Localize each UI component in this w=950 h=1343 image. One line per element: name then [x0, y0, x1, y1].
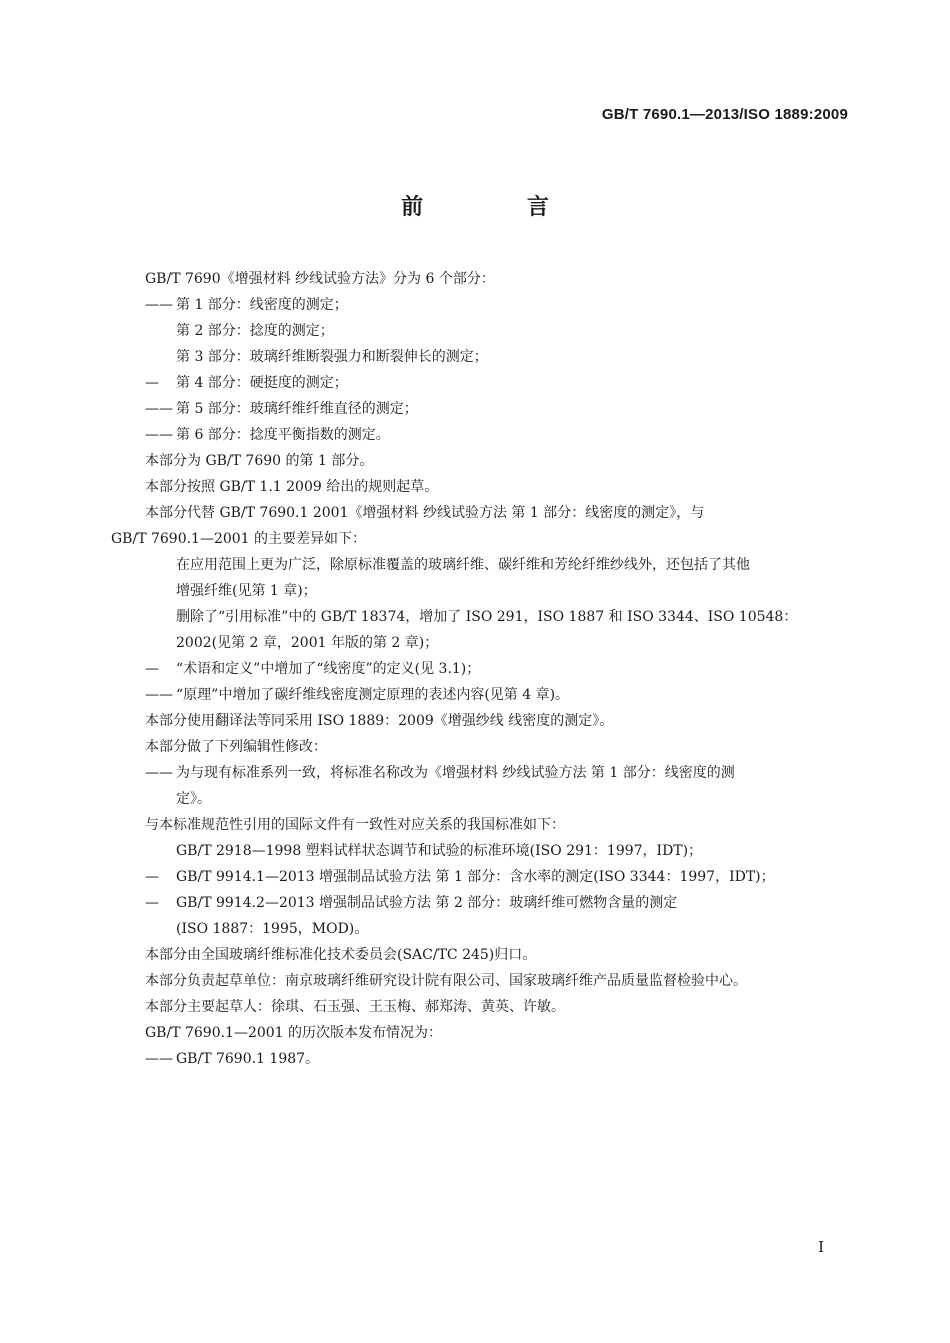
paragraph-line: 本部分负责起草单位：南京玻璃纤维研究设计院有限公司、国家玻璃纤维产品质量监督检验中心。 [145, 973, 747, 989]
paragraph-line: 本部分由全国玻璃纤维标准化技术委员会(SAC/TC 245)归口。 [145, 947, 537, 963]
list-item [111, 760, 848, 786]
list-item-continued: 定》。 [176, 791, 211, 807]
list-dash: — [145, 661, 159, 677]
list-item [111, 422, 848, 448]
paragraph-line: GB/T 7690.1—2001 的历次版本发布情况为： [145, 1025, 443, 1041]
paragraph-line: 本部分主要起草人：徐琪、石玉强、王玉梅、郝郑涛、黄英、许敏。 [145, 999, 565, 1015]
paragraph-line: GB/T 7690《增强材料 纱线试验方法》分为 6 个部分： [145, 271, 495, 287]
list-item-continued: (ISO 1887：1995，MOD)。 [176, 921, 369, 937]
list-dash: — [145, 895, 159, 911]
list-item [111, 396, 848, 422]
paragraph-line: GB/T 7690.1—2001 的主要差异如下： [111, 531, 367, 547]
paragraph-line: 与本标准规范性引用的国际文件有一致性对应关系的我国标准如下： [145, 817, 565, 833]
list-item-text: 第 4 部分：硬挺度的测定； [176, 375, 348, 391]
list-dash: —— [145, 297, 173, 313]
list-item: 在应用范围上更为广泛，除原标准覆盖的玻璃纤维、碳纤维和芳纶纤维纱线外，还包括了其他 [176, 557, 750, 573]
list-item-text: GB/T 9914.1—2013 增强制品试验方法 第 1 部分：含水率的测定(ISO 3344：1997，IDT)； [176, 869, 775, 885]
list-dash: —— [145, 1051, 173, 1067]
list-dash: — [145, 375, 159, 391]
paragraph-line: 本部分使用翻译法等同采用 ISO 1889：2009《增强纱线 线密度的测定》。 [145, 713, 614, 729]
page-title: 前 言 [401, 195, 597, 220]
list-item [111, 292, 848, 318]
list-item-text: 为与现有标准系列一致，将标准名称改为《增强材料 纱线试验方法 第 1 部分：线密度的测 [176, 765, 735, 781]
list-item-continued: 增强纤维(见第 1 章)； [176, 583, 317, 599]
list-item-text: 第 6 部分：捻度平衡指数的测定。 [176, 427, 390, 443]
list-dash: —— [145, 427, 173, 443]
list-item-text: 第 1 部分：线密度的测定； [176, 297, 348, 313]
paragraph-line: 本部分代替 GB/T 7690.1 2001《增强材料 纱线试验方法 第 1 部分：线密度的测定》，与 [145, 505, 705, 521]
list-item: GB/T 2918—1998 塑料试样状态调节和试验的标准环境(ISO 291：1997，IDT)； [176, 843, 703, 859]
page-number: I [818, 1238, 824, 1256]
list-dash: — [145, 869, 159, 885]
list-item-text: 第 5 部分：玻璃纤维纤维直径的测定； [176, 401, 418, 417]
list-item: 第 2 部分：捻度的测定； [176, 323, 334, 339]
list-item-text: “原理”中增加了碳纤维线密度测定原理的表述内容(见第 4 章)。 [176, 687, 570, 703]
list-dash: —— [145, 687, 173, 703]
list-item-continued: 2002(见第 2 章，2001 年版的第 2 章)； [176, 635, 439, 651]
paragraph-line: 本部分做了下列编辑性修改： [145, 739, 327, 755]
foreword-body [111, 266, 848, 1072]
list-item-text: GB/T 7690.1 1987。 [176, 1051, 320, 1067]
list-item [111, 890, 848, 916]
list-item-text: “术语和定义”中增加了“线密度”的定义(见 3.1)； [176, 661, 481, 677]
paragraph-line: 本部分按照 GB/T 1.1 2009 给出的规则起草。 [145, 479, 439, 495]
list-item [111, 1046, 848, 1072]
list-dash: —— [145, 401, 173, 417]
standard-number: GB/T 7690.1—2013/ISO 1889:2009 [601, 106, 848, 123]
list-item-text: GB/T 9914.2—2013 增强制品试验方法 第 2 部分：玻璃纤维可燃物含量的测定 [176, 895, 678, 911]
list-item: 第 3 部分：玻璃纤维断裂强力和断裂伸长的测定； [176, 349, 488, 365]
paragraph-line: 本部分为 GB/T 7690 的第 1 部分。 [145, 453, 374, 469]
list-item [111, 682, 848, 708]
list-item [111, 656, 848, 682]
list-item [111, 370, 848, 396]
list-item [111, 864, 848, 890]
list-item: 删除了“引用标准”中的 GB/T 18374，增加了 ISO 291，ISO 1887 和 ISO 3344、ISO 10548： [176, 609, 798, 625]
list-dash: —— [145, 765, 173, 781]
